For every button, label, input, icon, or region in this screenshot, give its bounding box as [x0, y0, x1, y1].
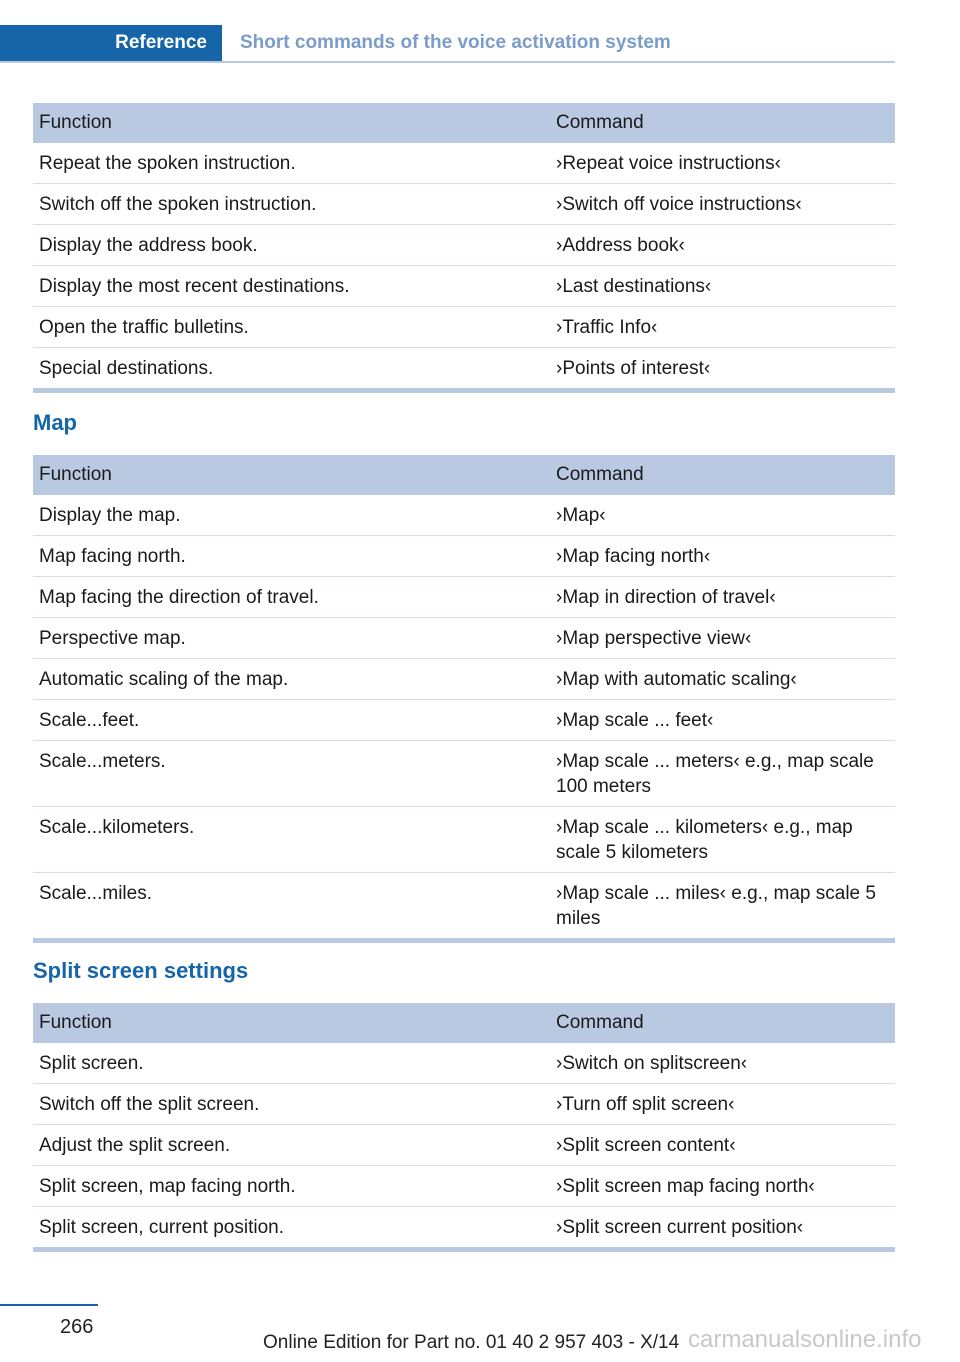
table-row: [33, 495, 895, 536]
column-header-command: Command: [550, 103, 895, 143]
table-end-bar: [33, 1247, 895, 1252]
command-cell: ›Split screen content‹: [550, 1125, 895, 1166]
table-row: [33, 1125, 895, 1166]
function-cell: Scale...kilometers.: [33, 807, 550, 873]
function-cell: Display the most recent destinations.: [33, 266, 550, 307]
command-cell: ›Map with automatic scaling‹: [550, 659, 895, 700]
split-screen-commands-section: [33, 1003, 895, 1252]
table-row: [33, 266, 895, 307]
function-cell: Special destinations.: [39, 358, 214, 379]
function-cell: Scale...meters.: [33, 741, 550, 807]
command-cell: ›Map perspective view‹: [550, 618, 895, 659]
header-section-tab: Reference: [0, 25, 222, 61]
table-header-row: [33, 455, 895, 495]
command-cell: ›Repeat voice instructions‹: [550, 143, 895, 184]
table-row: [33, 348, 895, 389]
command-cell: ›Switch off voice instructions‹: [550, 184, 895, 225]
command-cell: ›Map scale ... meters‹ e.g., map scale 100 meters: [550, 741, 895, 807]
function-cell: Display the address book.: [33, 225, 550, 266]
table-row: [33, 307, 895, 348]
function-cell: Switch off the spoken instruction.: [33, 184, 550, 225]
table-end-bar: [33, 938, 895, 943]
table-row: [33, 807, 895, 873]
table-row: [33, 700, 895, 741]
command-cell: ›Split screen map facing north‹: [550, 1166, 895, 1207]
command-cell: ›Turn off split screen‹: [550, 1084, 895, 1125]
watermark-text: carmanualsonline.info: [688, 1326, 922, 1353]
function-cell: Display the map.: [33, 495, 550, 536]
table-row: [33, 225, 895, 266]
table-row: [33, 143, 895, 184]
function-cell: Open the traffic bulletins.: [33, 307, 550, 348]
column-header-function: Function: [33, 103, 550, 143]
command-cell: ›Map scale ... kilometers‹ e.g., map scale 5 kilometers: [550, 807, 895, 873]
table-row: [33, 1166, 895, 1207]
function-cell: Repeat the spoken instruction.: [33, 143, 550, 184]
function-cell: Switch off the split screen.: [33, 1084, 550, 1125]
command-cell: ›Map scale ... feet‹: [550, 700, 895, 741]
page-number: 266: [60, 1316, 94, 1338]
function-cell: Perspective map.: [33, 618, 550, 659]
function-cell: Map facing the direction of travel.: [33, 577, 550, 618]
column-header-function: Function: [33, 1003, 550, 1043]
function-cell: Split screen, map facing north.: [33, 1166, 550, 1207]
table-row: [33, 741, 895, 807]
table-row: [33, 1207, 895, 1248]
function-cell: Adjust the split screen.: [33, 1125, 550, 1166]
table-row: [33, 536, 895, 577]
command-cell: ›Map scale ... miles‹ e.g., map scale 5 miles: [556, 883, 876, 929]
command-cell: ›Map in direction of travel‹: [550, 577, 895, 618]
navigation-commands-table: [33, 103, 895, 388]
table-row: [33, 1043, 895, 1084]
function-cell: Split screen.: [33, 1043, 550, 1084]
column-header-command: Command: [550, 1003, 895, 1043]
table-row: [33, 659, 895, 700]
function-cell: Scale...miles.: [39, 883, 152, 904]
table-row: [33, 184, 895, 225]
table-row: [33, 1084, 895, 1125]
command-cell: ›Traffic Info‹: [550, 307, 895, 348]
command-cell: ›Split screen current position‹: [556, 1217, 804, 1238]
edition-text: Online Edition for Part no. 01 40 2 957 403 - X/14: [263, 1332, 680, 1353]
header-title: Short commands of the voice activation system: [240, 32, 671, 53]
command-cell: ›Points of interest‹: [556, 358, 711, 379]
function-cell: Automatic scaling of the map.: [33, 659, 550, 700]
map-commands-table: [33, 455, 895, 938]
split-screen-commands-table: [33, 1003, 895, 1247]
page-header: [0, 25, 895, 63]
function-cell: Split screen, current position.: [39, 1217, 285, 1238]
command-cell: ›Switch on splitscreen‹: [550, 1043, 895, 1084]
function-cell: Map facing north.: [33, 536, 550, 577]
map-commands-section: [33, 455, 895, 943]
column-header-command: Command: [550, 455, 895, 495]
table-row: [33, 618, 895, 659]
command-cell: ›Address book‹: [550, 225, 895, 266]
section-title-map: Map: [33, 410, 77, 435]
table-row: [33, 873, 895, 939]
command-cell: ›Map‹: [550, 495, 895, 536]
command-cell: ›Last destinations‹: [550, 266, 895, 307]
table-row: [33, 577, 895, 618]
table-header-row: [33, 1003, 895, 1043]
page-number-bar: [0, 1304, 98, 1306]
table-end-bar: [33, 388, 895, 393]
table-header-row: [33, 103, 895, 143]
column-header-function: Function: [33, 455, 550, 495]
function-cell: Scale...feet.: [33, 700, 550, 741]
navigation-commands-section: [33, 103, 895, 393]
command-cell: ›Map facing north‹: [550, 536, 895, 577]
section-title-split-screen: Split screen settings: [33, 958, 249, 983]
